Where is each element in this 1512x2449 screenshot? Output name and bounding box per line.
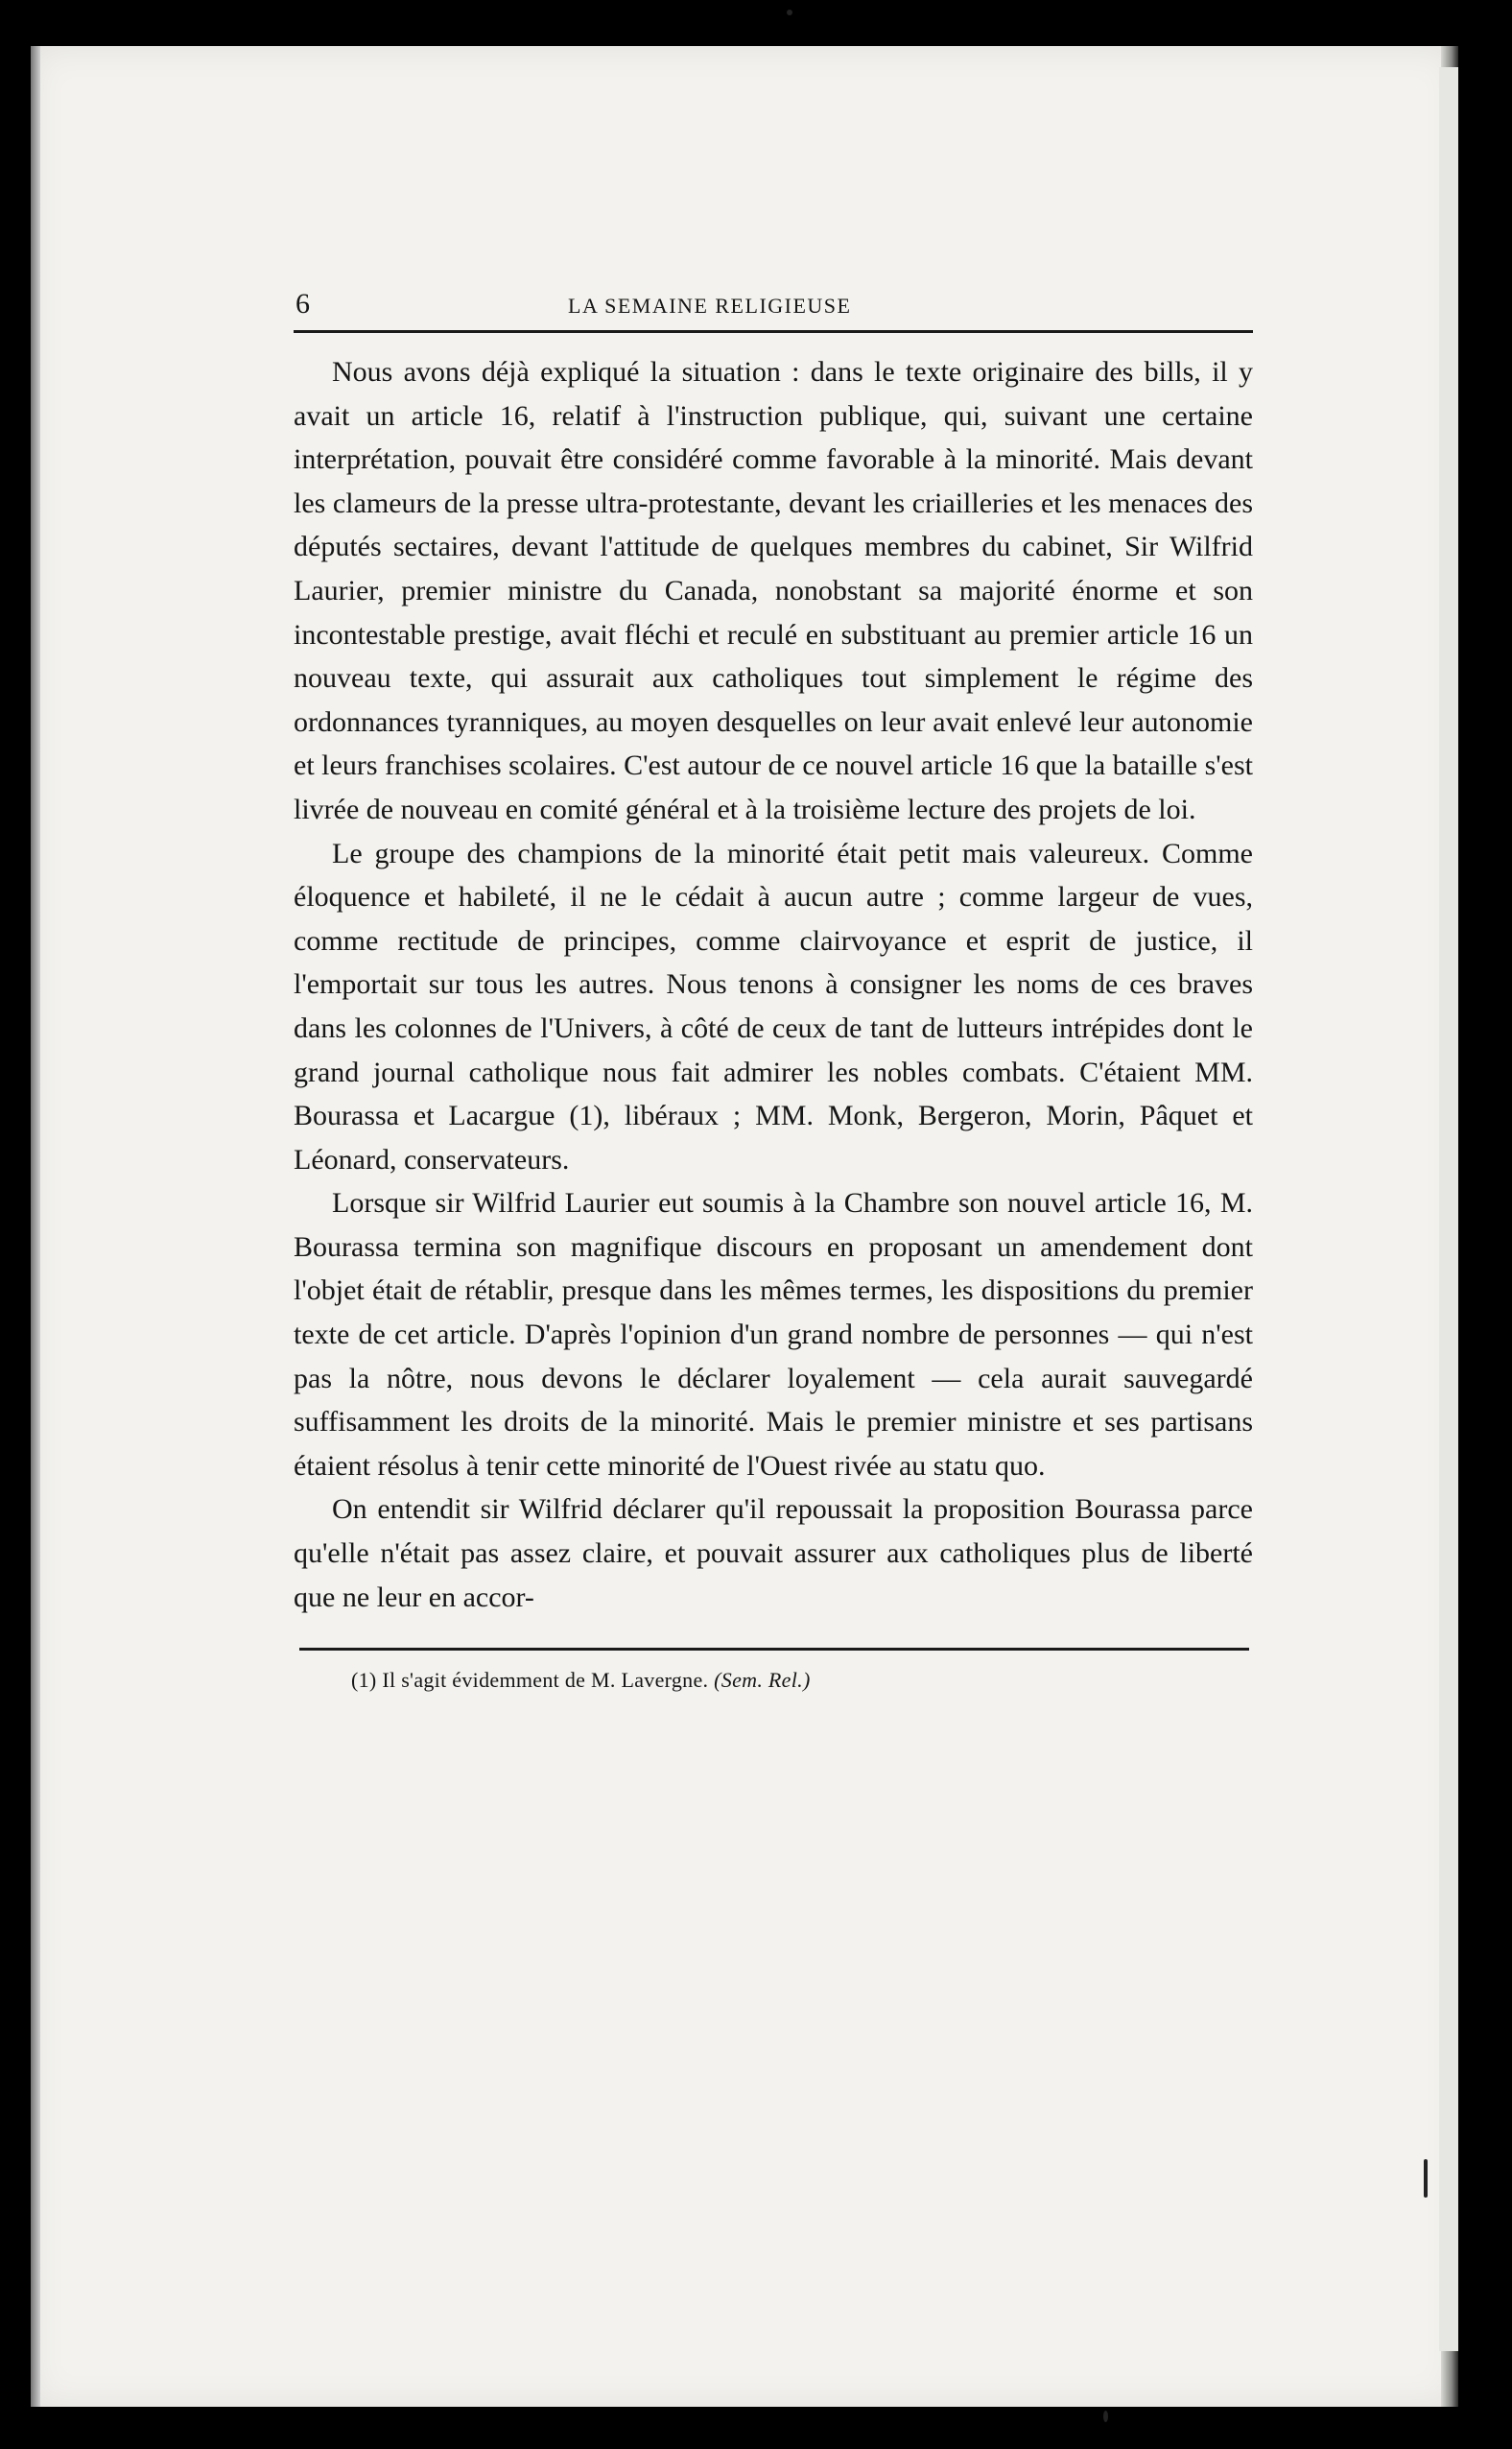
- paragraph-1-text: Nous avons déjà expliqué la situation : dans le texte originaire des bills, il y avait un article 16, relatif à l'instruction publique, qui, suivant une certaine interprétation, pouvait être considéré comme favorable à la minorité. Mais devant les clameurs de la presse ultra-protestante, devant les criailleries et les menaces des députés sectaires, devant l'attitude de quelques membres du cabinet, Sir Wilfrid Laurier, premier ministre du Canada, nonobstant sa majorité énorme et son incontestable prestige, avait fléchi et reculé en substituant au premier article 16 un nouveau texte, qui assurait aux catholiques tout simplement le régime des ordonnances tyranniques, au moyen desquelles on leur avait enlevé leur autonomie et leurs franchises scolaires. C'est autour de ce nouvel article 16 que la bataille s'est livrée de nouveau en comité général et à la troisième lecture des projets de loi.: [294, 356, 1253, 825]
- paragraph-1: [294, 350, 1253, 832]
- footnote-source: (Sem. Rel.): [714, 1668, 811, 1693]
- running-title: LA SEMAINE RELIGIEUSE: [568, 294, 852, 318]
- footnote-rule: [299, 1648, 1249, 1651]
- footnote: [351, 1668, 1253, 1693]
- page-left-edge: [31, 46, 40, 2407]
- paragraph-2: [294, 832, 1253, 1182]
- scan-speck: [1424, 2159, 1428, 2198]
- body-text: [294, 350, 1253, 1619]
- paragraph-4-text: On entendit sir Wilfrid déclarer qu'il repoussait la proposition Bourassa parce qu'elle n'était pas assez claire, et pouvait assurer aux catholiques plus de liberté que ne leur en accor-: [294, 1493, 1253, 1613]
- text-block: [294, 286, 1253, 1693]
- paragraph-3-text: Lorsque sir Wilfrid Laurier eut soumis à la Chambre son nouvel article 16, M. Bourassa termina son magnifique discours en proposant un amendement dont l'objet était de rétablir, presque dans les mêmes termes, les dispositions du premier texte de cet article. D'après l'opinion d'un grand nombre de personnes — qui n'est pas la nôtre, nous devons le déclarer loyalement — cela aurait sauvegardé suffisamment les droits de la minorité. Mais le premier ministre et ses partisans étaient résolus à tenir cette minorité de l'Ouest rivée au statu quo.: [294, 1187, 1253, 1482]
- paragraph-3: [294, 1181, 1253, 1487]
- header-rule: [294, 330, 1253, 333]
- footnote-text: (1) Il s'agit évidemment de M. Lavergne.: [351, 1668, 709, 1693]
- paragraph-4: [294, 1487, 1253, 1619]
- paragraph-2-text: Le groupe des champions de la minorité était petit mais valeureux. Comme éloquence et habileté, il ne le cédait à aucun autre ; comme largeur de vues, comme rectitude de principes, comme clairvoyance et esprit de justice, il l'emportait sur tous les autres. Nous tenons à consigner les noms de ces braves dans les colonnes de l'Univers, à côté de ceux de tant de lutteurs intrépides dont le grand journal catholique nous fait admirer les nobles combats. C'étaient MM. Bourassa et Lacargue (1), libéraux ; MM. Monk, Bergeron, Morin, Pâquet et Léonard, conservateurs.: [294, 837, 1253, 1176]
- page-header: [294, 286, 1253, 330]
- adjacent-page-strip: [1439, 67, 1458, 2351]
- page-number: 6: [295, 288, 310, 320]
- scan-speck: [787, 10, 792, 15]
- scan-speck: [1103, 2411, 1108, 2422]
